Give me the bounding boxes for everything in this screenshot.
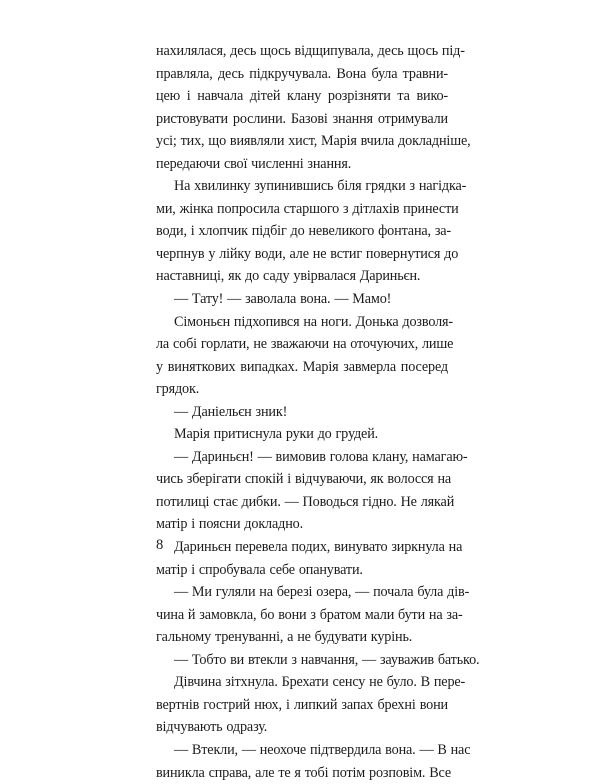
text-line: усі; тих, що виявляли хист, Марія вчила докладніше, [156,130,448,153]
text-line: нахилялася, десь щось відщипувала, десь щось під- [156,40,448,63]
text-line: правляла, десь підкручувала. Вона була травни- [156,63,448,86]
text-line: гальному тренуванні, а не будувати курінь. [156,626,448,649]
text-line: Марія притиснула руки до грудей. [156,423,448,446]
text-line: виникла справа, але те я тобі потім розповім. Все [156,762,448,784]
text-line: потилиці стає дибки. — Поводься гідно. Не лякай [156,491,448,514]
text-line: — Втекли, — неохоче підтвердила вона. — В нас [156,739,448,762]
text-line: — Дариньєн! — вимовив голова клану, намагаю- [156,446,448,469]
text-line: у виняткових випадках. Марія завмерла посеред [156,356,448,379]
text-line: ла собі горлати, не зважаючи на оточуючих, лише [156,333,448,356]
text-line: ристовувати рослини. Базові знання отримували [156,108,448,131]
page-number: 8 [156,536,163,554]
text-line: матір і поясни докладно. [156,513,448,536]
page-body-text [156,40,448,784]
text-line: вертнів гострий нюх, і липкий запах брехні вони [156,694,448,717]
text-line: передаючи свої численні знання. [156,153,448,176]
text-line: — Ми гуляли на березі озера, — почала була дів- [156,581,448,604]
text-line: води, і хлопчик підбіг до невеликого фонтана, за- [156,220,448,243]
text-line: чись зберігати спокій і відчуваючи, як волосся на [156,468,448,491]
text-line: наставниці, як до саду увірвалася Дариньєн. [156,265,448,288]
text-line: чина й замовкла, бо вони з братом мали бути на за- [156,604,448,627]
text-line: відчувають одразу. [156,716,448,739]
text-line: ми, жінка попросила старшого з дітлахів принести [156,198,448,221]
text-line: — Даніельєн зник! [156,401,448,424]
text-line: грядок. [156,378,448,401]
text-line: Дариньєн перевела подих, винувато зиркнула на [156,536,448,559]
text-line: — Тату! — заволала вона. — Мамо! [156,288,448,311]
text-line: Сімоньєн підхопився на ноги. Донька дозволя- [156,311,448,334]
text-line: черпнув у лійку води, але не встиг повернутися до [156,243,448,266]
text-line: На хвилинку зупинившись біля грядки з нагідка- [156,175,448,198]
text-line: цею і навчала дітей клану розрізняти та вико- [156,85,448,108]
text-line: матір і спробувала себе опанувати. [156,559,448,582]
text-line: — Тобто ви втекли з навчання, — зауважив батько. [156,649,448,672]
text-line: Дівчина зітхнула. Брехати сенсу не було. В пере- [156,671,448,694]
